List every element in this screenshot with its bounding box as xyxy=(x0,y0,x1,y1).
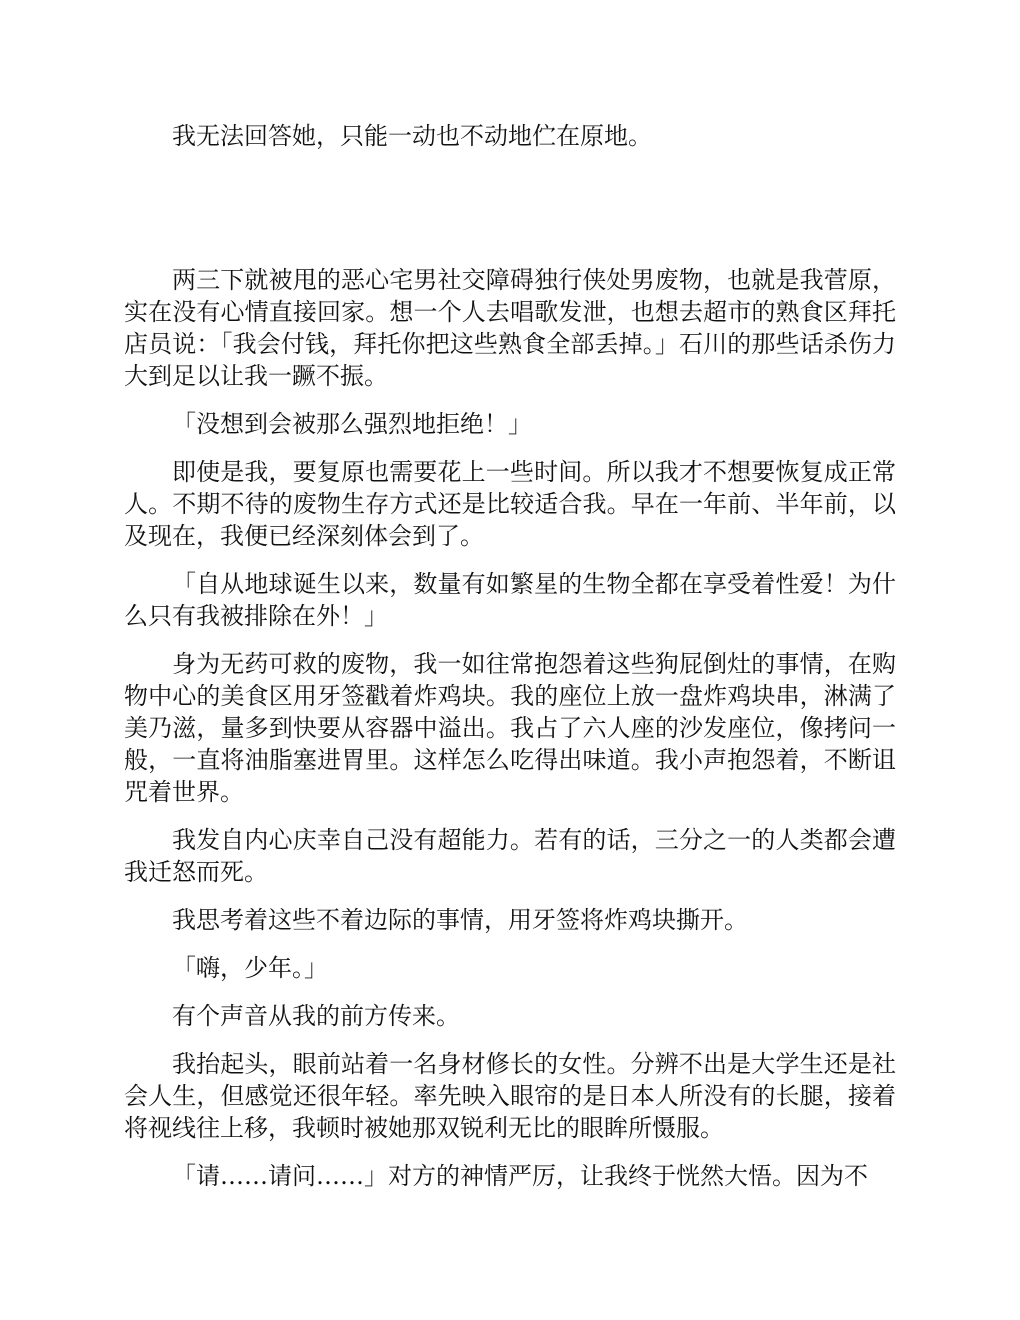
paragraph-9: 「嗨，少年。」 xyxy=(172,954,328,982)
paragraph-11: 我抬起头，眼前站着一名身材修长的女性。分辨不出是大学生还是社会人生，但感觉还很年轻。率先映入眼帘的是日本人所没有的长腿，接着将视线往上移，我顿时被她那双锐利无比的眼眸所慑服。 xyxy=(124,1050,896,1142)
paragraph-8: 我思考着这些不着边际的事情，用牙签将炸鸡块撕开。 xyxy=(172,906,748,934)
paragraph-4: 即使是我，要复原也需要花上一些时间。所以我才不想要恢复成正常人。不期不待的废物生存方式还是比较适合我。早在一年前、半年前，以及现在，我便已经深刻体会到了。 xyxy=(124,458,896,550)
paragraph-6: 身为无药可救的废物，我一如往常抱怨着这些狗屁倒灶的事情，在购物中心的美食区用牙签戳着炸鸡块。我的座位上放一盘炸鸡块串，淋满了美乃滋，量多到快要从容器中溢出。我占了六人座的沙发座位，像拷问一般，一直将油脂塞进胃里。这样怎么吃得出味道。我小声抱怨着，不断诅咒着世界。 xyxy=(124,650,896,806)
paragraph-5: 「自从地球诞生以来，数量有如繁星的生物全都在享受着性爱！为什么只有我被排除在外！」 xyxy=(124,570,896,630)
paragraph-7: 我发自内心庆幸自己没有超能力。若有的话，三分之一的人类都会遭我迁怒而死。 xyxy=(124,826,896,886)
paragraph-12: 「请……请问……」对方的神情严厉，让我终于恍然大悟。因为不 xyxy=(172,1162,868,1190)
paragraph-3: 「没想到会被那么强烈地拒绝！」 xyxy=(172,410,532,438)
paragraph-10: 有个声音从我的前方传来。 xyxy=(172,1002,460,1030)
paragraph-2: 两三下就被甩的恶心宅男社交障碍独行侠处男废物，也就是我菅原，实在没有心情直接回家。想一个人去唱歌发泄，也想去超市的熟食区拜托店员说：「我会付钱，拜托你把这些熟食全部丢掉。」石川的那些话杀伤力大到足以让我一蹶不振。 xyxy=(124,266,896,390)
paragraph-1: 我无法回答她，只能一动也不动地伫在原地。 xyxy=(172,122,652,150)
